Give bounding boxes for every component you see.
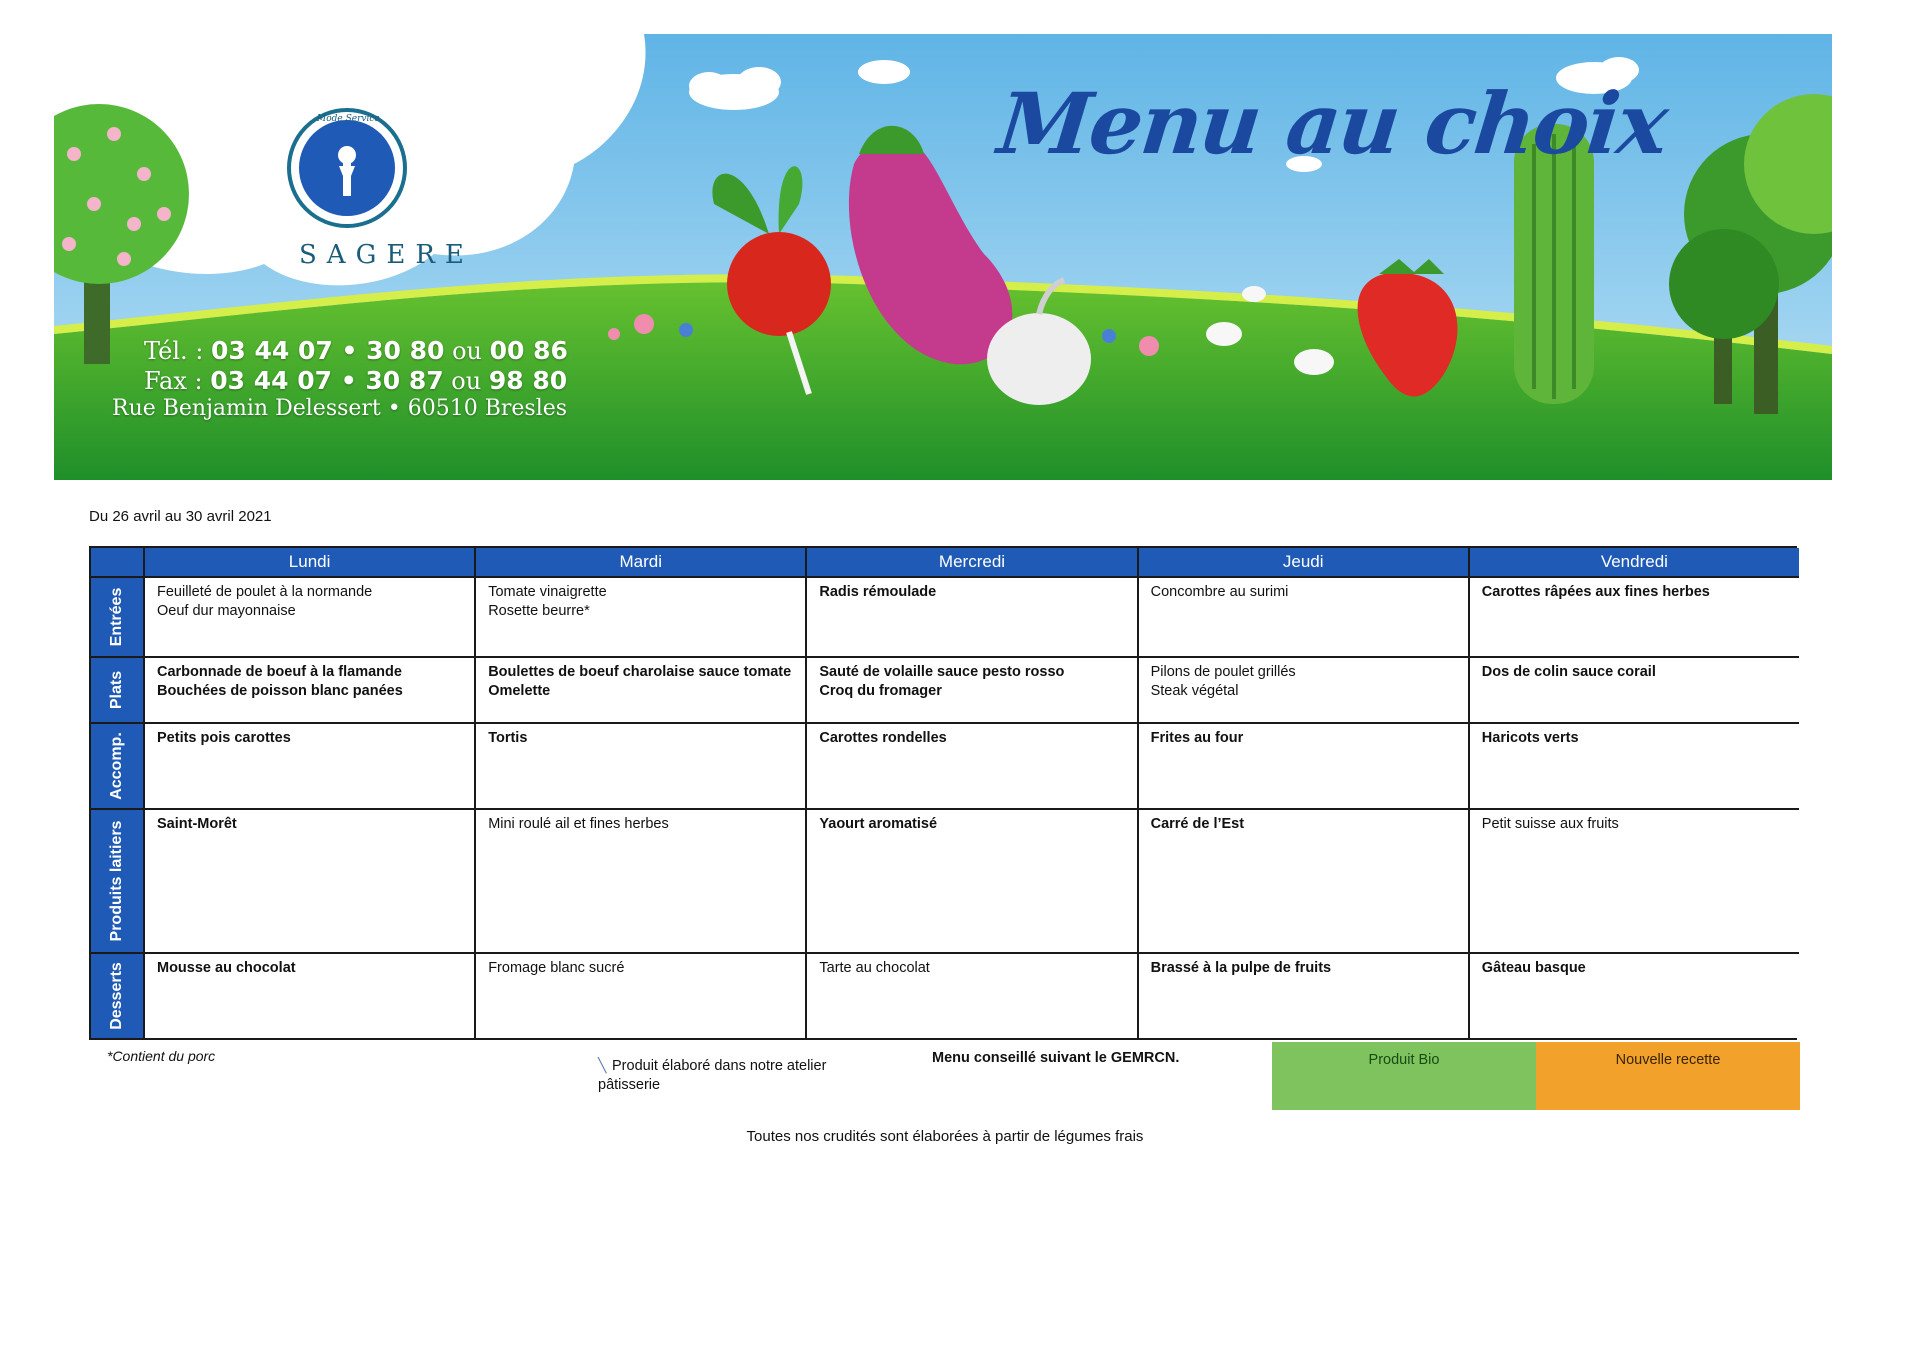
- row-label-cell: [91, 808, 143, 952]
- row-label: Produits laitiers: [108, 820, 125, 942]
- dish-item: Petit suisse aux fruits: [1481, 816, 1619, 832]
- dish-item: Boulettes de boeuf charolaise sauce tomate: [488, 664, 792, 680]
- menu-cell: [1468, 722, 1799, 808]
- dish-item: Carré de l’Est: [1150, 816, 1245, 832]
- day-header-mercredi: Mercredi: [805, 548, 1136, 576]
- menu-cell: [143, 576, 474, 656]
- row-label: Plats: [108, 670, 125, 710]
- menu-cell: [1137, 952, 1468, 1038]
- dish-item: Rosette beurre*: [488, 603, 590, 619]
- day-header-vendredi: Vendredi: [1468, 548, 1799, 576]
- dish-item: Sauté de volaille sauce pesto rosso: [819, 664, 1065, 680]
- menu-cell: [1137, 656, 1468, 722]
- dish-item: Tomate vinaigrette: [488, 584, 607, 600]
- dish-item: Carbonnade de boeuf à la flamande: [157, 664, 402, 680]
- menu-cell: [1137, 576, 1468, 656]
- menu-cell: [805, 808, 1136, 952]
- menu-cell: [805, 576, 1136, 656]
- menu-table: [89, 546, 1797, 1040]
- row-label-cell: [91, 952, 143, 1038]
- banner: [54, 34, 1832, 480]
- menu-cell: [1137, 722, 1468, 808]
- menu-cell: [474, 952, 805, 1038]
- crudites-note: Toutes nos crudités sont élaborées à partir de légumes frais: [746, 1128, 1144, 1145]
- dish-item: Oeuf dur mayonnaise: [157, 603, 296, 619]
- menu-cell: [143, 808, 474, 952]
- header-corner: [91, 548, 143, 576]
- dish-item: Bouchées de poisson blanc panées: [157, 683, 403, 699]
- logo-name: SAGERE: [299, 240, 474, 270]
- pastry-icon: ╲: [598, 1057, 607, 1073]
- row-label: Desserts: [108, 962, 125, 1030]
- contact-fax: [144, 366, 567, 395]
- tel-label: Tél. :: [144, 337, 211, 365]
- menu-cell: [1137, 808, 1468, 952]
- banner-title: Menu au choix: [993, 74, 1671, 173]
- dish-item: Concombre au surimi: [1150, 584, 1289, 600]
- row-label-cell: [91, 722, 143, 808]
- fax-label: Fax :: [144, 367, 211, 395]
- dish-item: Radis rémoulade: [819, 584, 937, 600]
- dish-item: Gâteau basque: [1481, 960, 1586, 976]
- dish-item: Carottes râpées aux fines herbes: [1481, 584, 1710, 600]
- fax-number: 03 44 07 • 30 87: [210, 366, 444, 395]
- day-header-jeudi: Jeudi: [1137, 548, 1468, 576]
- menu-cell: [805, 656, 1136, 722]
- menu-cell: [1468, 952, 1799, 1038]
- dish-item: Haricots verts: [1481, 730, 1579, 746]
- menu-cell: [474, 576, 805, 656]
- menu-cell: [1468, 656, 1799, 722]
- row-label-cell: [91, 576, 143, 656]
- dish-item: Tarte au chocolat: [819, 960, 930, 976]
- gemrcn-note: Menu conseillé suivant le GEMRCN.: [932, 1050, 1180, 1066]
- menu-cell: [805, 722, 1136, 808]
- dish-item: Pilons de poulet grillés: [1150, 664, 1296, 680]
- date-range: Du 26 avril au 30 avril 2021: [89, 508, 272, 525]
- dish-item: Tortis: [488, 730, 528, 746]
- row-label-cell: [91, 656, 143, 722]
- pork-note: *Contient du porc: [107, 1048, 216, 1064]
- dish-item: Petits pois carottes: [157, 730, 291, 746]
- contact-tel: [144, 336, 568, 365]
- menu-cell: [1468, 576, 1799, 656]
- dish-item: Croq du fromager: [819, 683, 942, 699]
- dish-item: Omelette: [488, 683, 551, 699]
- dish-item: Carottes rondelles: [819, 730, 947, 746]
- pastry-note: [598, 1056, 888, 1095]
- day-header-mardi: Mardi: [474, 548, 805, 576]
- menu-cell: [143, 656, 474, 722]
- sagere-logo: [269, 100, 474, 288]
- dish-item: Mousse au chocolat: [157, 960, 296, 976]
- dish-item: Frites au four: [1150, 730, 1244, 746]
- contact-address: Rue Benjamin Delessert • 60510 Bresles: [112, 396, 568, 421]
- legend-bio: Produit Bio: [1272, 1042, 1536, 1110]
- legend-new-recipe: Nouvelle recette: [1536, 1042, 1800, 1110]
- fax-or: ou: [443, 367, 489, 395]
- menu-cell: [1468, 808, 1799, 952]
- dish-item: Dos de colin sauce corail: [1481, 664, 1656, 680]
- day-header-lundi: Lundi: [143, 548, 474, 576]
- menu-cell: [805, 952, 1136, 1038]
- menu-cell: [474, 808, 805, 952]
- dish-item: Steak végétal: [1150, 683, 1239, 699]
- menu-cell: [143, 722, 474, 808]
- fax-alt-number: 98 80: [488, 366, 568, 395]
- logo-tagline: Mode Service: [317, 114, 380, 124]
- dish-item: Fromage blanc sucré: [488, 960, 625, 976]
- tel-or: ou: [444, 337, 490, 365]
- menu-cell: [474, 722, 805, 808]
- dish-item: Mini roulé ail et fines herbes: [488, 816, 669, 832]
- tel-number: 03 44 07 • 30 80: [211, 336, 445, 365]
- row-label: Entrées: [108, 587, 125, 647]
- row-label: Accomp.: [108, 732, 125, 800]
- menu-cell: [143, 952, 474, 1038]
- dish-item: Yaourt aromatisé: [819, 816, 938, 832]
- dish-item: Feuilleté de poulet à la normande: [157, 584, 373, 600]
- tel-alt-number: 00 86: [489, 336, 568, 365]
- dish-item: Brassé à la pulpe de fruits: [1150, 960, 1332, 976]
- pastry-note-text: Produit élaboré dans notre atelier pâtisserie: [598, 1058, 827, 1093]
- menu-cell: [474, 656, 805, 722]
- dish-item: Saint-Morêt: [157, 816, 237, 832]
